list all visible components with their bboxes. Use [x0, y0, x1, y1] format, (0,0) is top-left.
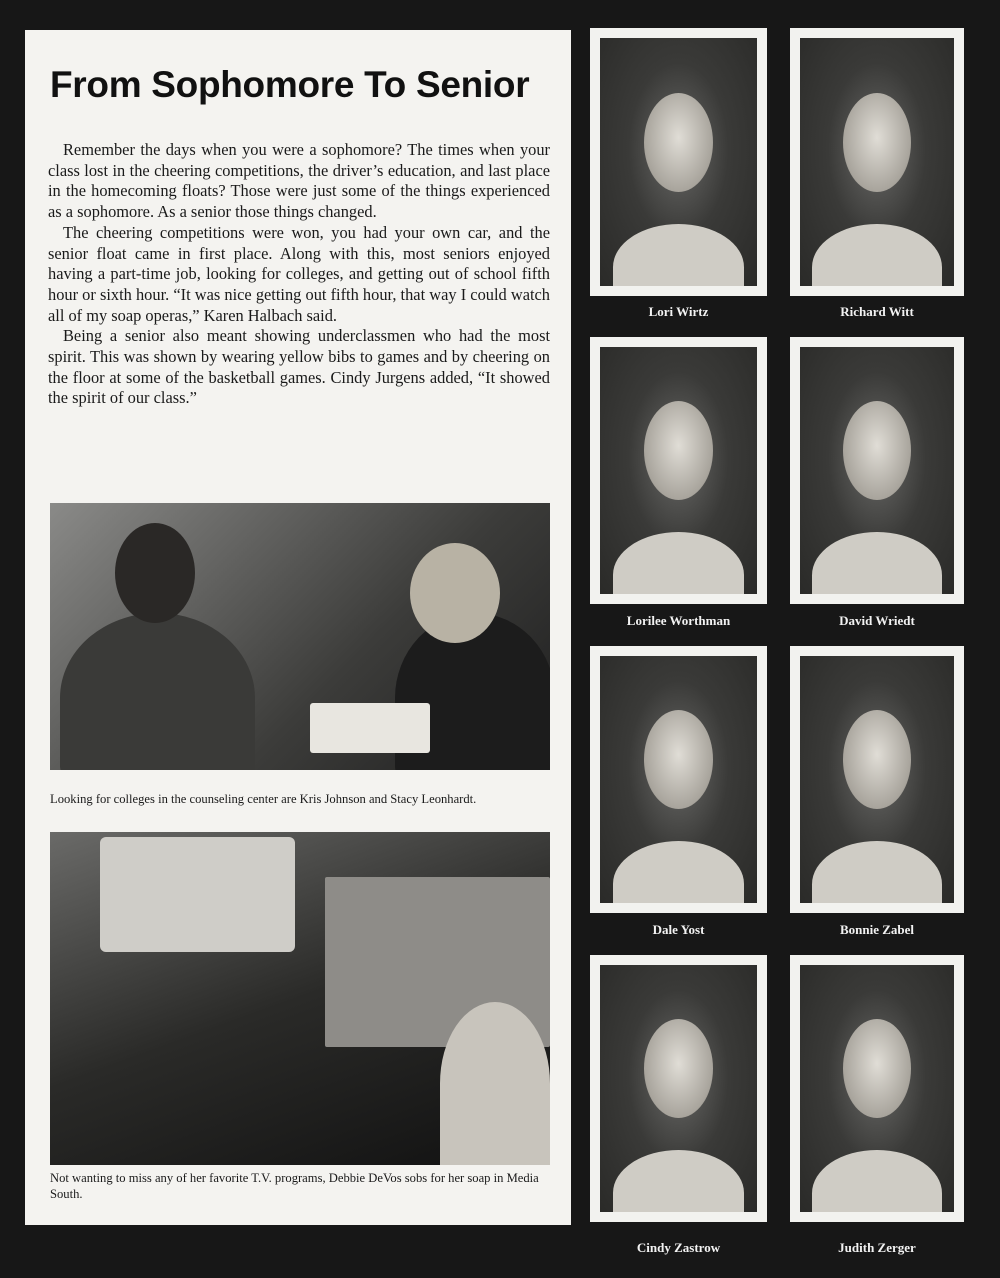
portrait-photo — [790, 955, 964, 1222]
portrait-photo — [590, 955, 767, 1222]
portrait-name: Lorilee Worthman — [626, 613, 731, 628]
portrait-photo — [790, 646, 964, 913]
media-south-photo — [50, 832, 550, 1165]
portrait-name: Judith Zerger — [838, 1240, 916, 1255]
portrait-name: Bonnie Zabel — [839, 922, 915, 937]
portrait-photo — [790, 28, 964, 296]
portrait-name: Dale Yost — [652, 922, 705, 937]
article-body — [48, 140, 550, 409]
photo-caption: Looking for colleges in the counseling center are Kris Johnson and Stacy Leonhardt. — [50, 792, 477, 806]
portrait-name: David Wriedt — [839, 613, 915, 628]
paragraph: Being a senior also meant showing underclassmen who had the most spirit. This was shown by wearing yellow bibs to games and by cheering on the floor at some of the basketball games. Cindy Jurgens added, “It showed the spirit of our class.” — [48, 326, 550, 408]
portrait-name: Richard Witt — [840, 304, 914, 319]
paragraph: Remember the days when you were a sophomore? The times when your class lost in the cheering competitions, the driver’s education, and last place in the homecoming floats? Those were just some of the things experienced as a sophomore. As a senior those things changed. — [48, 140, 550, 222]
portrait-name: Cindy Zastrow — [636, 1240, 721, 1255]
counseling-center-photo — [50, 503, 550, 770]
portrait-photo — [590, 28, 767, 296]
photo-caption: Not wanting to miss any of her favorite T.V. programs, Debbie DeVos sobs for her soap in Media South. — [50, 1171, 539, 1201]
portrait-name: Lori Wirtz — [648, 304, 709, 319]
portrait-photo — [590, 337, 767, 604]
portrait-photo — [590, 646, 767, 913]
portrait-photo — [790, 337, 964, 604]
paragraph: The cheering competitions were won, you had your own car, and the senior float came in first place. Along with this, most seniors enjoyed having a part-time job, looking for colleges, and getting out of school fifth hour or sixth hour. “It was nice getting out fifth hour, that way I could watch all of my soap operas,” Karen Halbach said. — [48, 222, 550, 325]
page-title: From Sophomore To Senior — [50, 64, 530, 105]
